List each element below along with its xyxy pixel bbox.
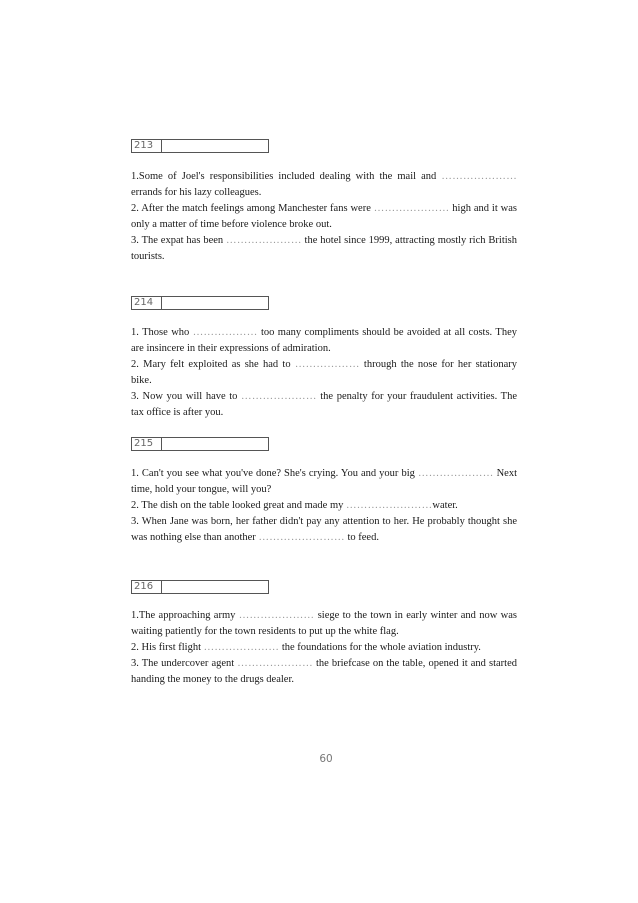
exercise-number: 216	[132, 581, 162, 593]
answer-blank[interactable]: ……………………	[258, 532, 345, 543]
sentence-2: 2. After the match feelings among Manchester fans were ………………… high and it was only a matter of time before violence broke out.	[131, 203, 517, 230]
answer-blank[interactable]: …………………	[373, 203, 450, 214]
answer-blank[interactable]: …………………	[237, 658, 313, 669]
exercise-items	[131, 325, 517, 421]
sentence-1: 1.The approaching army ………………… siege to the town in early winter and now was waiting patiently for the town residents to put up the white flag.	[131, 610, 517, 637]
answer-blank[interactable]: …………………	[241, 391, 317, 402]
exercise-number-box	[131, 139, 269, 153]
page-number: 60	[319, 753, 333, 765]
sentence-1: 1. Those who ……………… too many compliments should be avoided at all costs. They are insincere in their expressions of admiration.	[131, 327, 517, 354]
answer-blank[interactable]: …………………	[226, 235, 302, 246]
sentence-3: 3. The undercover agent ………………… the briefcase on the table, opened it and started handing the money to the drugs dealer.	[131, 658, 517, 685]
exercise-number: 213	[132, 140, 162, 152]
sentence-1: 1.Some of Joel's responsibilities included dealing with the mail and ………………… errands for his lazy colleagues.	[131, 171, 517, 198]
exercise-items	[131, 466, 517, 546]
exercise-number: 215	[132, 438, 162, 450]
answer-blank[interactable]: …………………	[417, 468, 494, 479]
answer-blank[interactable]: …………………	[238, 610, 315, 621]
sentence-2: 2. His first flight ………………… the foundations for the whole aviation industry.	[131, 642, 481, 653]
exercise-number: 214	[132, 297, 162, 309]
exercise-number-box	[131, 437, 269, 451]
sentence-3: 3. Now you will have to ………………… the penalty for your fraudulent activities. The tax office is after you.	[131, 391, 517, 418]
answer-blank[interactable]: …………………	[203, 642, 280, 653]
answer-blank[interactable]: ……………………	[346, 500, 433, 511]
sentence-2: 2. The dish on the table looked great and made my ……………………water.	[131, 500, 458, 511]
exercise-items	[131, 608, 517, 688]
sentence-3: 3. The expat has been ………………… the hotel since 1999, attracting mostly rich British tourists.	[131, 235, 517, 262]
sentence-3: 3. When Jane was born, her father didn't pay any attention to her. He probably thought she was nothing else than another …………………… to feed.	[131, 516, 517, 543]
exercise-number-box	[131, 296, 269, 310]
sentence-2: 2. Mary felt exploited as she had to ……………… through the nose for her stationary bike.	[131, 359, 517, 386]
answer-blank[interactable]: ………………	[294, 359, 360, 370]
answer-blank[interactable]: ………………	[192, 327, 258, 338]
sentence-1: 1. Can't you see what you've done? She's crying. You and your big ………………… Next time, hold your tongue, will you?	[131, 468, 517, 495]
exercise-number-box	[131, 580, 269, 594]
answer-blank[interactable]: …………………	[441, 171, 517, 182]
exercise-items	[131, 169, 517, 265]
